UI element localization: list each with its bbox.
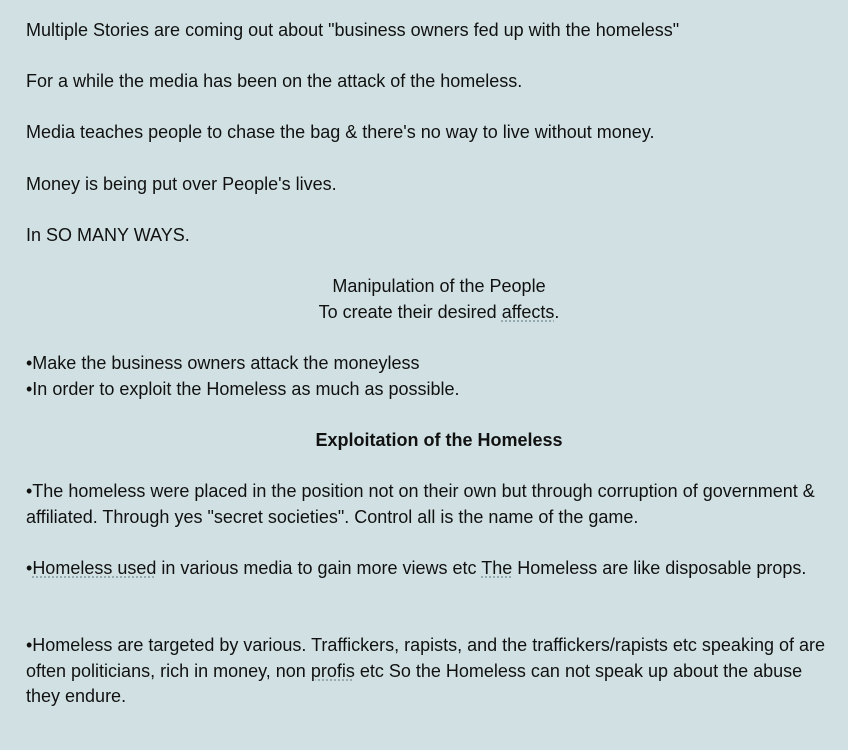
bullet-media-props-suffix: Homeless are like disposable props. bbox=[512, 558, 807, 578]
manipulation-subline bbox=[0, 301, 848, 323]
paragraph-chase-bag: Media teaches people to chase the bag & there's no way to live without money. bbox=[26, 122, 655, 142]
paragraph-money-over-lives: Money is being put over People's lives. bbox=[26, 174, 337, 194]
bullet-targeted-prefix: •Homeless are targeted by various. Traffickers, rapists, and the traffickers/rapists etc speaking of are often politicians, rich in money, non bbox=[26, 635, 825, 681]
spellcheck-word-the[interactable]: The bbox=[481, 558, 513, 578]
bullet-exploit-homeless: •In order to exploit the Homeless as much as possible. bbox=[26, 379, 460, 399]
spellcheck-phrase-homeless-used[interactable]: Homeless used bbox=[32, 558, 157, 578]
bullet-media-props bbox=[26, 556, 838, 582]
bullet-targeted bbox=[26, 633, 838, 710]
manipulation-heading: Manipulation of the People bbox=[332, 276, 546, 296]
spellcheck-word-profis[interactable]: profis bbox=[310, 660, 355, 681]
paragraph-stories: Multiple Stories are coming out about "business owners fed up with the homeless" bbox=[26, 20, 680, 40]
manipulation-subline-prefix: To create their desired bbox=[318, 302, 502, 322]
manipulation-subline-suffix: . bbox=[554, 302, 560, 322]
bullet-targeted-suffix: etc So the Homeless can not speak up about the abuse they endure. bbox=[26, 660, 803, 706]
spellcheck-word-affects[interactable]: affects bbox=[501, 302, 555, 322]
bullet-business-owners: •Make the business owners attack the moneyless bbox=[26, 353, 420, 373]
paragraph-media-attack: For a while the media has been on the attack of the homeless. bbox=[26, 71, 523, 91]
bullet-media-props-prefix: • bbox=[26, 558, 33, 578]
paragraph-so-many-ways: In SO MANY WAYS. bbox=[26, 225, 190, 245]
bullet-media-props-middle: in various media to gain more views etc bbox=[156, 558, 482, 578]
exploitation-heading: Exploitation of the Homeless bbox=[315, 430, 563, 450]
bullet-corruption: •The homeless were placed in the position not on their own but through corruption of government & affiliated. Through yes "secret societies". Control all is the name of the game. bbox=[26, 481, 815, 527]
